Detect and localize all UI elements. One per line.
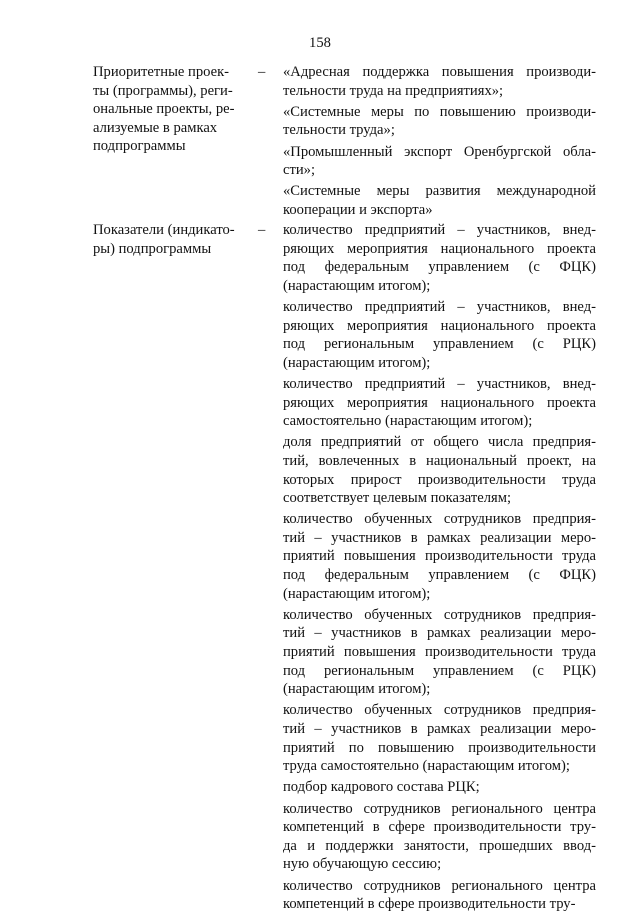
paragraph: [283, 433, 596, 507]
paragraph-line: да и поддержки занятости, прошедших ввод-: [283, 837, 596, 854]
paragraph-line: под региональным управлением (с РЦК): [283, 662, 596, 679]
paragraph-line: приятий повышения производительности труда: [283, 644, 596, 661]
paragraph: [283, 143, 596, 180]
page-number: 158: [309, 35, 331, 51]
paragraph-line: тий, вовлеченных в национальный проект, на: [283, 452, 596, 469]
paragraph-line: под региональным управлением (с РЦК): [283, 336, 596, 353]
paragraph: [283, 103, 596, 140]
paragraph-line: приятий по повышению производительности: [283, 739, 596, 756]
paragraph-line: тий – участников в рамках реализации меро-: [283, 529, 596, 546]
paragraph-line: компетенций в сфере производительности тру-: [283, 819, 596, 836]
paragraph-line: труда самостоятельно (нарастающим итогом);: [283, 758, 570, 775]
paragraph-line: ряющих мероприятия национального проекта: [283, 240, 596, 257]
paragraph-line: тельности труда»;: [283, 122, 395, 139]
paragraph: [283, 510, 596, 603]
paragraph-line: количество предприятий – участников, внед-: [283, 375, 596, 392]
paragraph: [283, 701, 596, 775]
paragraph-line: количество обученных сотрудников предприя-: [283, 511, 596, 528]
label-line: подпрограммы: [93, 138, 186, 155]
paragraph: [283, 298, 596, 372]
paragraph-line: ную обучающую сессию;: [283, 856, 442, 873]
paragraph-line: тий – участников в рамках реализации меро-: [283, 625, 596, 642]
paragraph-line: подбор кадрового состава РЦК;: [283, 779, 480, 796]
paragraph-line: (нарастающим итогом);: [283, 277, 431, 294]
paragraph-line: количество сотрудников регионального центра: [283, 877, 596, 894]
paragraph: [283, 606, 596, 699]
paragraph-line: тельности труда на предприятиях»;: [283, 82, 504, 99]
row-content-priority-projects: [283, 63, 596, 222]
label-line: Приоритетные проек-: [93, 64, 230, 80]
paragraph-line: кооперации и экспорта»: [283, 201, 433, 218]
paragraph-line: под федеральным управлением (с ФЦК): [283, 259, 596, 276]
paragraph-line: которых прирост производительности труда: [283, 471, 596, 488]
paragraph-line: количество предприятий – участников, внед-: [283, 222, 596, 238]
paragraph: [283, 182, 596, 219]
label-line: Показатели (индикато-: [93, 222, 235, 238]
row-label-priority-projects: [93, 63, 253, 156]
paragraph-line: приятий повышения производительности труда: [283, 548, 596, 565]
paragraph-line: количество предприятий – участников, внед-: [283, 298, 596, 315]
label-line: ры) подпрограммы: [93, 240, 212, 257]
paragraph: [283, 221, 596, 295]
paragraph: [283, 63, 596, 100]
paragraph-line: тий – участников в рамках реализации меро-: [283, 721, 596, 737]
paragraph-line: «Системные меры развития международной: [283, 183, 596, 200]
row-dash: –: [258, 222, 266, 238]
row-dash: –: [258, 64, 266, 80]
row-label-indicators: [93, 221, 253, 258]
label-line: ты (программы), реги-: [93, 82, 233, 99]
paragraph-line: количество обученных сотрудников предприя-: [283, 606, 596, 623]
paragraph-line: количество сотрудников регионального центра: [283, 800, 596, 817]
paragraph: [283, 877, 596, 914]
row-content-indicators: [283, 221, 596, 916]
paragraph: [283, 800, 596, 874]
paragraph-line: самостоятельно (нарастающим итогом);: [283, 413, 533, 430]
paragraph: [283, 375, 596, 431]
paragraph-line: ряющих мероприятия национального проекта: [283, 317, 596, 334]
paragraph-line: компетенций в сфере производительности тру-: [283, 896, 576, 913]
paragraph: [283, 778, 596, 797]
paragraph-line: доля предприятий от общего числа предприя-: [283, 434, 596, 451]
paragraph-line: (нарастающим итогом);: [283, 681, 431, 698]
label-line: ализуемые в рамках: [93, 119, 218, 136]
paragraph-line: «Адресная поддержка повышения производи-: [283, 64, 596, 80]
paragraph-line: (нарастающим итогом);: [283, 354, 431, 371]
paragraph-line: ряющих мероприятия национального проекта: [283, 394, 596, 411]
paragraph-line: соответствует целевым показателям;: [283, 490, 512, 507]
paragraph-line: под федеральным управлением (с ФЦК): [283, 567, 596, 584]
label-line: ональные проекты, ре-: [93, 101, 235, 118]
paragraph-line: «Промышленный экспорт Оренбургской обла-: [283, 143, 596, 160]
paragraph-line: (нарастающим итогом);: [283, 585, 431, 602]
paragraph-line: «Системные меры по повышению производи-: [283, 103, 596, 120]
paragraph-line: количество обученных сотрудников предприя-: [283, 702, 596, 719]
paragraph-line: сти»;: [283, 162, 316, 179]
